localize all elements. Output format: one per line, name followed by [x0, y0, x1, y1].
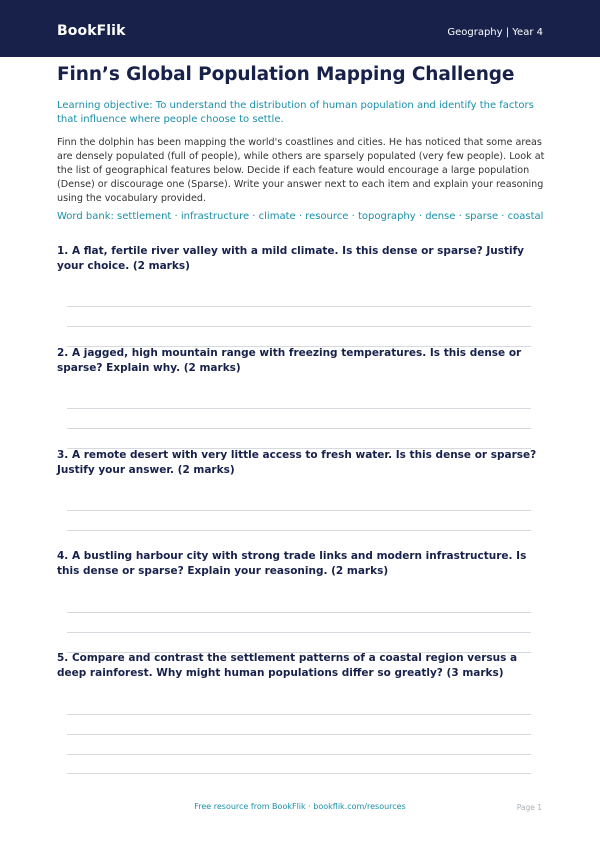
answer-line[interactable] [67, 428, 531, 429]
answer-line[interactable] [67, 773, 531, 774]
answer-line[interactable] [67, 612, 531, 613]
answer-line[interactable] [67, 408, 531, 409]
word-bank: Word bank: settlement · infrastructure · climate · resource · topography · dense · sparse · coastal [57, 211, 544, 222]
subject-year-label: Geography | Year 4 [447, 27, 543, 38]
answer-line[interactable] [67, 306, 531, 307]
answer-line[interactable] [67, 714, 531, 715]
answer-line[interactable] [67, 510, 531, 511]
intro-paragraph: Finn the dolphin has been mapping the world's coastlines and cities. He has noticed that some areas are densely populated (full of people), while others are sparsely populated (very few people). Look at the list of geographical features below. Decide if each feature would encourage a large population (Dense) or discourage one (Sparse). Write your answer next to each item and explain your reasoning using the vocabulary provided. [57, 137, 545, 204]
footer-resource-link[interactable]: Free resource from BookFlik · bookflik.com/resources [194, 802, 406, 811]
learning-objective: Learning objective: To understand the distribution of human population and identify the factors that influence where people choose to settle. [57, 100, 534, 125]
page-header [0, 0, 600, 57]
question-3: 3. A remote desert with very little access to fresh water. Is this dense or sparse? Justify your answer. (2 marks) [57, 449, 537, 476]
question-5: 5. Compare and contrast the settlement patterns of a coastal region versus a deep rainforest. Why might human populations differ so greatly? (3 marks) [57, 652, 518, 679]
worksheet-title: Finn’s Global Population Mapping Challenge [57, 64, 515, 85]
answer-line[interactable] [67, 530, 531, 531]
answer-line[interactable] [67, 326, 531, 327]
answer-line[interactable] [67, 632, 531, 633]
brand-logo[interactable]: BookFlik [57, 23, 126, 39]
question-2: 2. A jagged, high mountain range with freezing temperatures. Is this dense or sparse? Explain why. (2 marks) [57, 347, 522, 374]
question-4: 4. A bustling harbour city with strong trade links and modern infrastructure. Is this dense or sparse? Explain your reasoning. (2 marks) [57, 550, 527, 577]
question-1: 1. A flat, fertile river valley with a mild climate. Is this dense or sparse? Justify your choice. (2 marks) [57, 245, 524, 272]
answer-line[interactable] [67, 734, 531, 735]
answer-line[interactable] [67, 754, 531, 755]
page-number: Page 1 [516, 803, 542, 812]
